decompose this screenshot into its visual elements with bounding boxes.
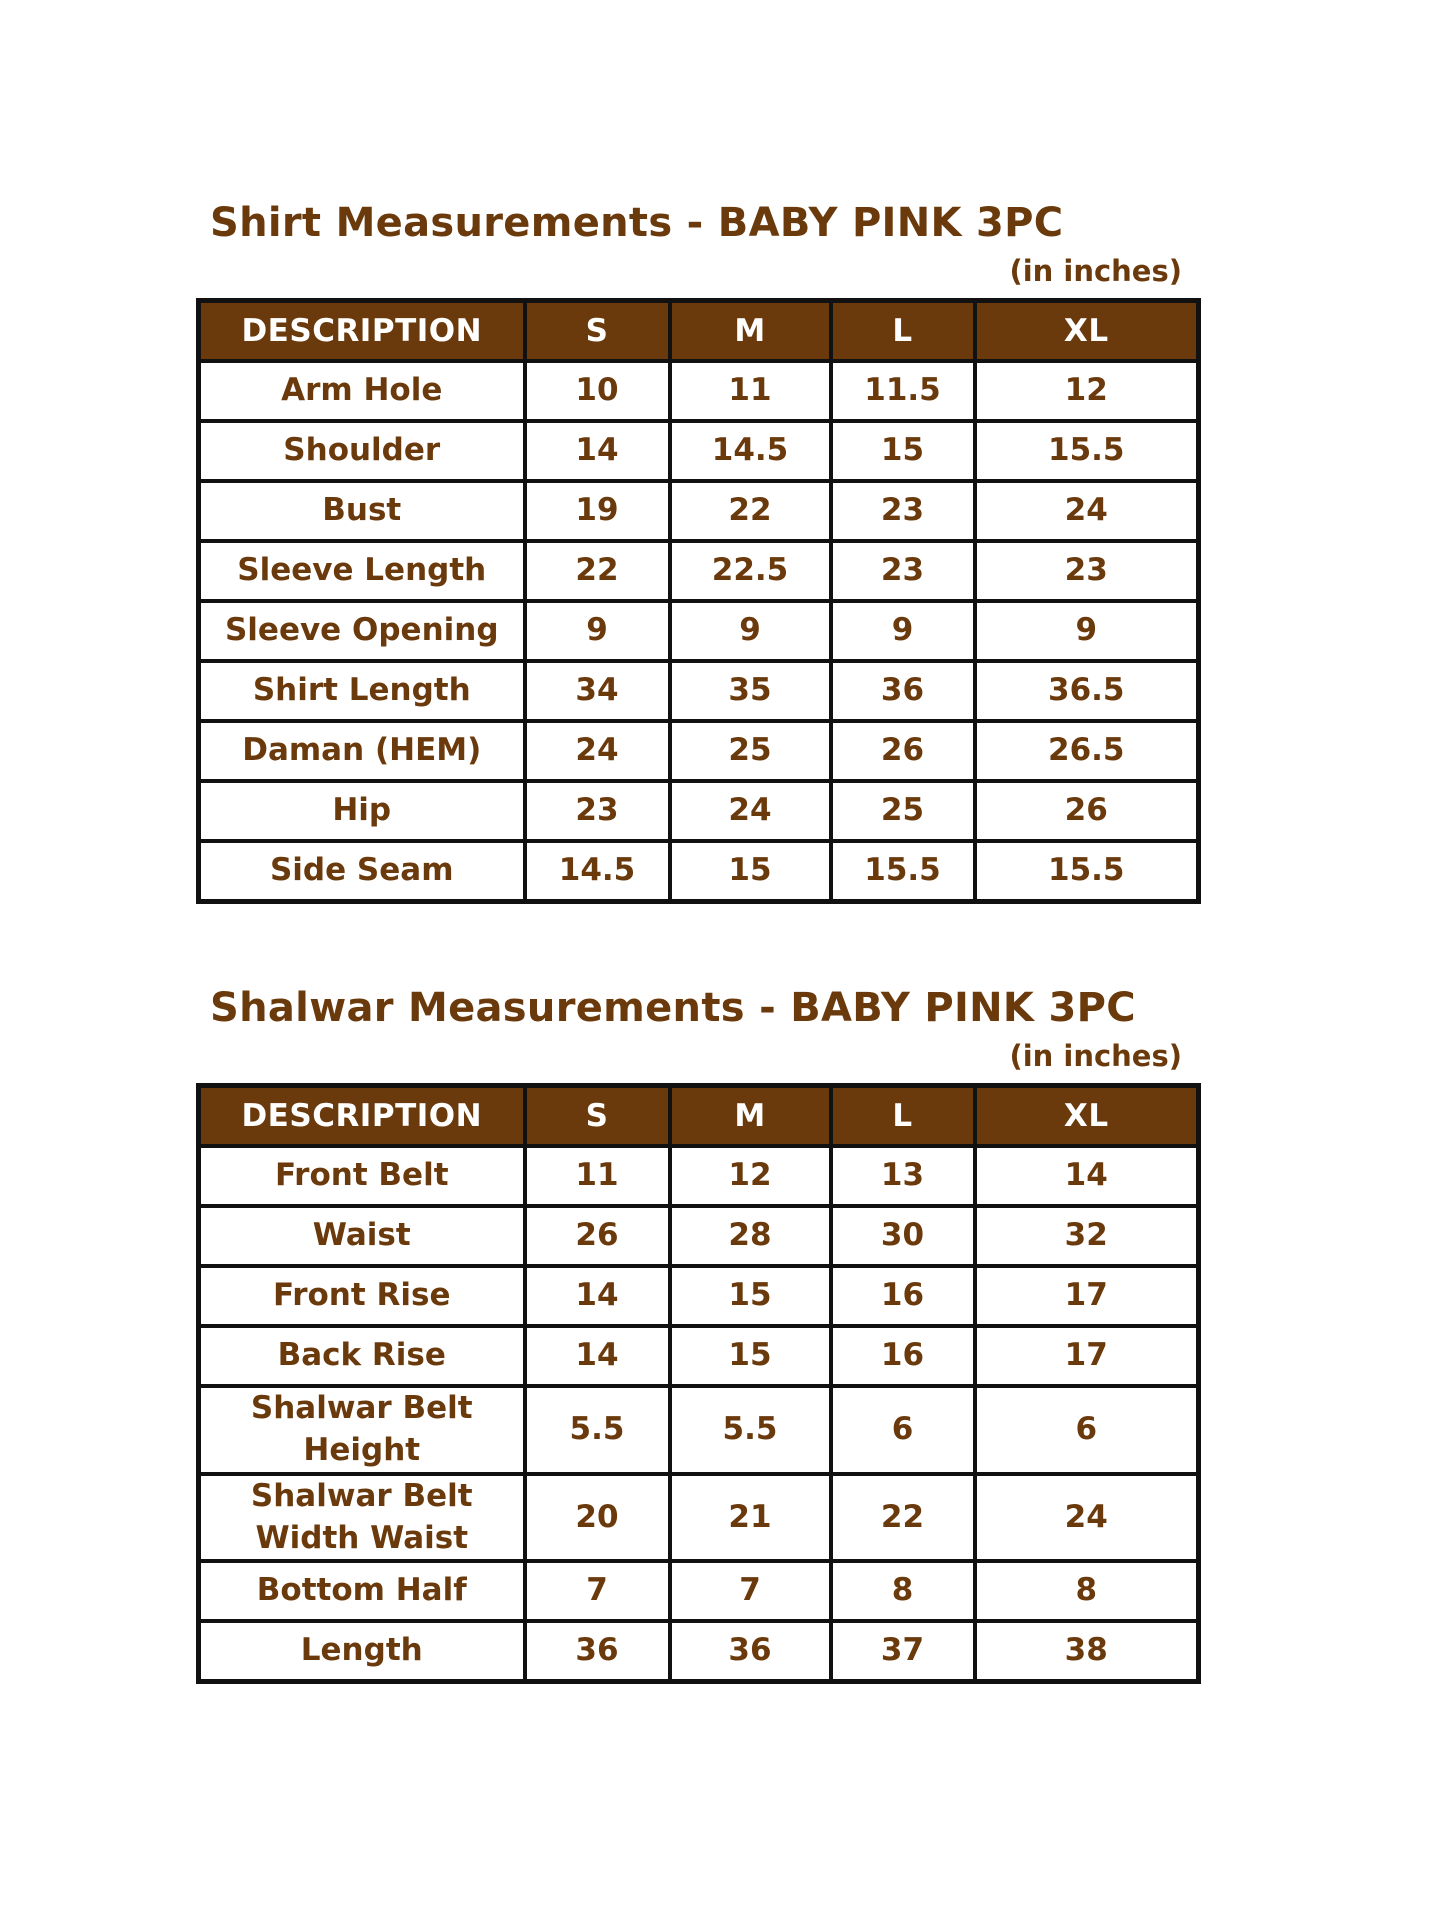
- value-size-s: 5.5: [525, 1386, 670, 1474]
- value-size-m: 22: [670, 481, 831, 541]
- value-size-xl: 15.5: [975, 421, 1199, 481]
- header-size-l: L: [831, 1086, 975, 1147]
- value-size-m: 5.5: [670, 1386, 831, 1474]
- shalwar-header-row: [199, 1086, 1199, 1147]
- header-size-l: L: [831, 301, 975, 362]
- value-size-s: 10: [525, 361, 670, 421]
- value-size-xl: 12: [975, 361, 1199, 421]
- row-label: Sleeve Opening: [199, 601, 525, 661]
- value-size-m: 7: [670, 1561, 831, 1621]
- row-label: Bust: [199, 481, 525, 541]
- header-description: DESCRIPTION: [199, 301, 525, 362]
- header-size-xl: XL: [975, 1086, 1199, 1147]
- table-row: [199, 601, 1199, 661]
- value-size-xl: 26: [975, 781, 1199, 841]
- value-size-xl: 17: [975, 1326, 1199, 1386]
- table-row: [199, 721, 1199, 781]
- header-size-xl: XL: [975, 301, 1199, 362]
- value-size-s: 14: [525, 1266, 670, 1326]
- row-label: Bottom Half: [199, 1561, 525, 1621]
- value-size-m: 21: [670, 1474, 831, 1562]
- value-size-m: 15: [670, 1326, 831, 1386]
- value-size-m: 14.5: [670, 421, 831, 481]
- table-row: [199, 1474, 1199, 1562]
- row-label: Front Belt: [199, 1146, 525, 1206]
- value-size-l: 13: [831, 1146, 975, 1206]
- value-size-l: 30: [831, 1206, 975, 1266]
- header-description: DESCRIPTION: [199, 1086, 525, 1147]
- value-size-l: 16: [831, 1326, 975, 1386]
- table-row: [199, 1386, 1199, 1474]
- header-size-s: S: [525, 1086, 670, 1147]
- value-size-s: 23: [525, 781, 670, 841]
- row-label: Front Rise: [199, 1266, 525, 1326]
- value-size-l: 15.5: [831, 841, 975, 902]
- value-size-m: 9: [670, 601, 831, 661]
- row-label: Shoulder: [199, 421, 525, 481]
- row-label: Sleeve Length: [199, 541, 525, 601]
- value-size-s: 14: [525, 421, 670, 481]
- value-size-s: 7: [525, 1561, 670, 1621]
- value-size-s: 34: [525, 661, 670, 721]
- table-row: [199, 1266, 1199, 1326]
- table-row: [199, 1326, 1199, 1386]
- shirt-unit-note: (in inches): [1009, 254, 1182, 288]
- value-size-s: 9: [525, 601, 670, 661]
- table-row: [199, 541, 1199, 601]
- value-size-xl: 8: [975, 1561, 1199, 1621]
- value-size-m: 15: [670, 1266, 831, 1326]
- value-size-s: 11: [525, 1146, 670, 1206]
- shirt-header-row: [199, 301, 1199, 362]
- value-size-l: 23: [831, 541, 975, 601]
- row-label: Back Rise: [199, 1326, 525, 1386]
- row-label: Length: [199, 1621, 525, 1682]
- shalwar-section: [196, 985, 1196, 1745]
- value-size-xl: 9: [975, 601, 1199, 661]
- header-size-m: M: [670, 301, 831, 362]
- shalwar-unit-note: (in inches): [1009, 1039, 1182, 1073]
- value-size-l: 11.5: [831, 361, 975, 421]
- value-size-l: 15: [831, 421, 975, 481]
- value-size-xl: 32: [975, 1206, 1199, 1266]
- shalwar-size-table: [196, 1083, 1201, 1684]
- value-size-m: 22.5: [670, 541, 831, 601]
- value-size-l: 8: [831, 1561, 975, 1621]
- value-size-s: 14.5: [525, 841, 670, 902]
- value-size-l: 22: [831, 1474, 975, 1562]
- table-row: [199, 1146, 1199, 1206]
- value-size-l: 25: [831, 781, 975, 841]
- table-row: [199, 781, 1199, 841]
- row-label: Shalwar Belt Height: [199, 1386, 525, 1474]
- value-size-s: 24: [525, 721, 670, 781]
- value-size-s: 19: [525, 481, 670, 541]
- value-size-xl: 15.5: [975, 841, 1199, 902]
- value-size-s: 14: [525, 1326, 670, 1386]
- table-row: [199, 421, 1199, 481]
- value-size-xl: 17: [975, 1266, 1199, 1326]
- value-size-l: 37: [831, 1621, 975, 1682]
- table-row: [199, 1206, 1199, 1266]
- shirt-size-table: [196, 298, 1201, 904]
- value-size-s: 20: [525, 1474, 670, 1562]
- value-size-xl: 23: [975, 541, 1199, 601]
- value-size-l: 23: [831, 481, 975, 541]
- value-size-s: 22: [525, 541, 670, 601]
- value-size-m: 35: [670, 661, 831, 721]
- shalwar-title: Shalwar Measurements - BABY PINK 3PC: [210, 985, 1136, 1031]
- table-row: [199, 361, 1199, 421]
- value-size-xl: 26.5: [975, 721, 1199, 781]
- value-size-m: 36: [670, 1621, 831, 1682]
- table-row: [199, 1621, 1199, 1682]
- shirt-section: [196, 200, 1196, 920]
- value-size-l: 36: [831, 661, 975, 721]
- table-row: [199, 841, 1199, 902]
- header-size-s: S: [525, 301, 670, 362]
- row-label: Arm Hole: [199, 361, 525, 421]
- value-size-l: 6: [831, 1386, 975, 1474]
- value-size-l: 26: [831, 721, 975, 781]
- value-size-xl: 38: [975, 1621, 1199, 1682]
- value-size-l: 16: [831, 1266, 975, 1326]
- row-label: Daman (HEM): [199, 721, 525, 781]
- value-size-s: 26: [525, 1206, 670, 1266]
- row-label: Waist: [199, 1206, 525, 1266]
- value-size-m: 24: [670, 781, 831, 841]
- value-size-m: 11: [670, 361, 831, 421]
- value-size-l: 9: [831, 601, 975, 661]
- value-size-xl: 36.5: [975, 661, 1199, 721]
- value-size-m: 28: [670, 1206, 831, 1266]
- row-label: Shirt Length: [199, 661, 525, 721]
- table-row: [199, 1561, 1199, 1621]
- value-size-xl: 24: [975, 481, 1199, 541]
- value-size-xl: 6: [975, 1386, 1199, 1474]
- shirt-title: Shirt Measurements - BABY PINK 3PC: [210, 200, 1064, 246]
- value-size-s: 36: [525, 1621, 670, 1682]
- row-label: Shalwar Belt Width Waist: [199, 1474, 525, 1562]
- value-size-m: 15: [670, 841, 831, 902]
- value-size-xl: 24: [975, 1474, 1199, 1562]
- value-size-xl: 14: [975, 1146, 1199, 1206]
- table-row: [199, 661, 1199, 721]
- value-size-m: 25: [670, 721, 831, 781]
- row-label: Hip: [199, 781, 525, 841]
- header-size-m: M: [670, 1086, 831, 1147]
- value-size-m: 12: [670, 1146, 831, 1206]
- table-row: [199, 481, 1199, 541]
- row-label: Side Seam: [199, 841, 525, 902]
